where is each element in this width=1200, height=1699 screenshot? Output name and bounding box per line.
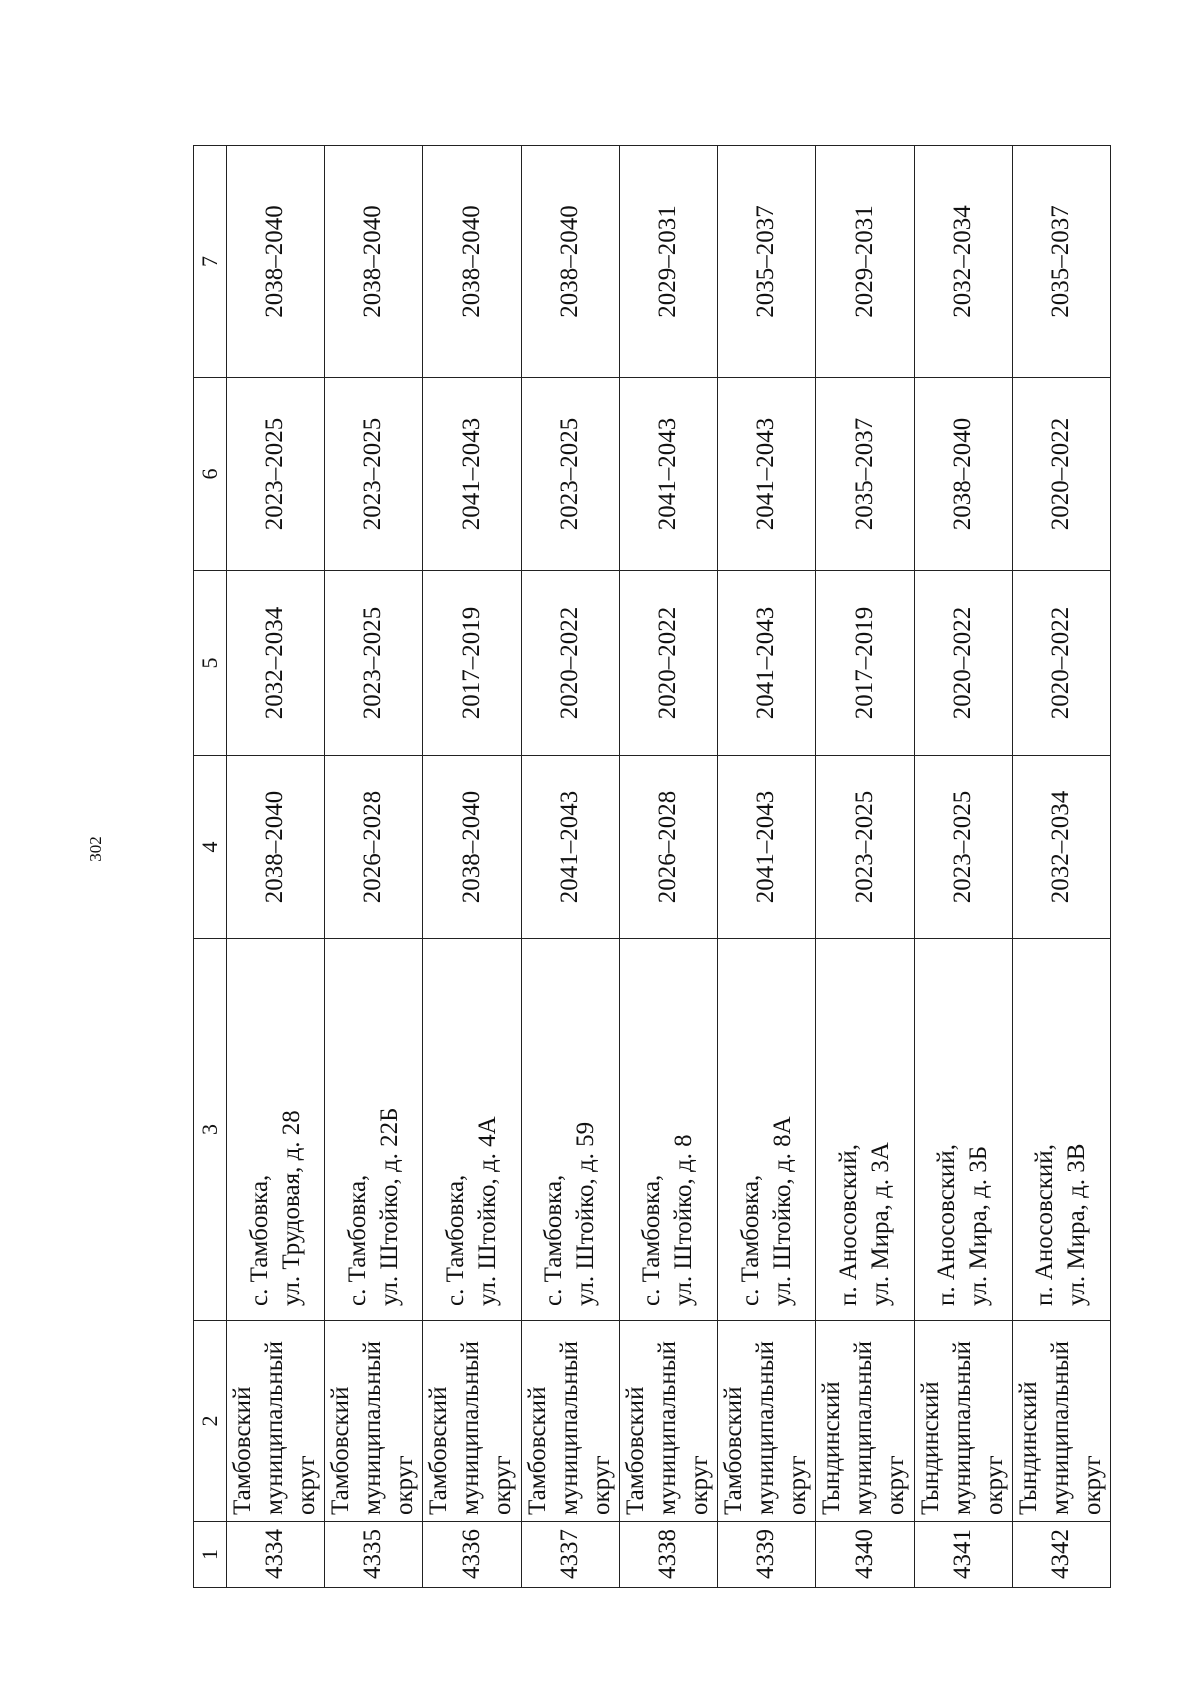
address-cell bbox=[227, 939, 325, 1321]
period-cell-col4: 2023–2025 bbox=[914, 756, 1012, 939]
column-header-1: 1 bbox=[194, 1522, 227, 1588]
district-line: Тамбовский bbox=[621, 1386, 649, 1515]
row-number-cell: 4339 bbox=[718, 1522, 816, 1588]
column-number-header-row bbox=[194, 146, 227, 1588]
district-cell bbox=[325, 1321, 423, 1522]
period-cell-col5: 2041–2043 bbox=[718, 571, 816, 756]
row-number-cell: 4337 bbox=[521, 1522, 619, 1588]
row-number-cell: 4341 bbox=[914, 1522, 1012, 1588]
period-cell-col6: 2023–2025 bbox=[325, 378, 423, 571]
address-line: с. Тамбовка, bbox=[736, 1174, 764, 1306]
address-line: с. Тамбовка, bbox=[442, 1174, 470, 1306]
district-line: Тамбовский bbox=[523, 1386, 551, 1515]
district-line: округ bbox=[391, 1455, 419, 1515]
table-row bbox=[521, 146, 619, 1588]
period-cell-col6: 2041–2043 bbox=[619, 378, 717, 571]
address-line: ул. Мира, д. 3В bbox=[1063, 1143, 1091, 1306]
table-row bbox=[619, 146, 717, 1588]
district-line: округ bbox=[784, 1455, 812, 1515]
district-line: муниципальный bbox=[457, 1341, 485, 1515]
address-cell bbox=[619, 939, 717, 1321]
district-line: округ bbox=[489, 1455, 517, 1515]
period-cell-col4: 2026–2028 bbox=[325, 756, 423, 939]
address-line: ул. Трудовая, д. 28 bbox=[277, 1110, 305, 1306]
column-header-3: 3 bbox=[194, 939, 227, 1321]
period-cell-col5: 2017–2019 bbox=[816, 571, 914, 756]
address-cell bbox=[914, 939, 1012, 1321]
period-cell-col4: 2026–2028 bbox=[619, 756, 717, 939]
period-cell-col7: 2038–2040 bbox=[423, 146, 521, 378]
district-line: округ bbox=[587, 1455, 615, 1515]
address-cell bbox=[423, 939, 521, 1321]
address-cell bbox=[816, 939, 914, 1321]
column-header-6: 6 bbox=[194, 378, 227, 571]
district-cell bbox=[1012, 1321, 1110, 1522]
table-row bbox=[423, 146, 521, 1588]
table-row bbox=[325, 146, 423, 1588]
address-line: п. Аносовский, bbox=[834, 1144, 862, 1306]
district-line: муниципальный bbox=[359, 1341, 387, 1515]
period-cell-col5: 2032–2034 bbox=[227, 571, 325, 756]
column-header-4: 4 bbox=[194, 756, 227, 939]
column-header-2: 2 bbox=[194, 1321, 227, 1522]
district-line: округ bbox=[1078, 1455, 1106, 1515]
address-cell bbox=[1012, 939, 1110, 1321]
period-cell-col6: 2023–2025 bbox=[521, 378, 619, 571]
document-table-rotated bbox=[193, 146, 1111, 1588]
period-cell-col7: 2029–2031 bbox=[619, 146, 717, 378]
district-line: округ bbox=[980, 1455, 1008, 1515]
period-cell-col7: 2038–2040 bbox=[227, 146, 325, 378]
period-cell-col7: 2038–2040 bbox=[325, 146, 423, 378]
table-row bbox=[227, 146, 325, 1588]
housing-repair-schedule-table bbox=[193, 145, 1111, 1588]
district-line: муниципальный bbox=[1046, 1341, 1074, 1515]
column-header-7: 7 bbox=[194, 146, 227, 378]
address-line: ул. Штойко, д. 59 bbox=[572, 1121, 600, 1306]
period-cell-col7: 2029–2031 bbox=[816, 146, 914, 378]
period-cell-col5: 2020–2022 bbox=[914, 571, 1012, 756]
table-row bbox=[1012, 146, 1110, 1588]
address-line: ул. Мира, д. 3А bbox=[866, 1142, 894, 1306]
row-number-cell: 4334 bbox=[227, 1522, 325, 1588]
period-cell-col6: 2041–2043 bbox=[718, 378, 816, 571]
district-line: Тындинский bbox=[818, 1381, 846, 1515]
period-cell-col4: 2038–2040 bbox=[423, 756, 521, 939]
address-line: с. Тамбовка, bbox=[638, 1174, 666, 1306]
district-line: Тамбовский bbox=[327, 1386, 355, 1515]
district-cell bbox=[914, 1321, 1012, 1522]
district-line: муниципальный bbox=[261, 1341, 288, 1515]
district-cell bbox=[619, 1321, 717, 1522]
district-line: Тамбовский bbox=[720, 1386, 748, 1515]
period-cell-col7: 2032–2034 bbox=[914, 146, 1012, 378]
period-cell-col4: 2038–2040 bbox=[227, 756, 325, 939]
table-row bbox=[816, 146, 914, 1588]
address-line: ул. Штойко, д. 8А bbox=[768, 1116, 796, 1306]
address-cell bbox=[521, 939, 619, 1321]
row-number-cell: 4340 bbox=[816, 1522, 914, 1588]
period-cell-col6: 2023–2025 bbox=[227, 378, 325, 571]
period-cell-col4: 2041–2043 bbox=[521, 756, 619, 939]
district-line: округ bbox=[882, 1455, 910, 1515]
district-cell bbox=[718, 1321, 816, 1522]
row-number-cell: 4338 bbox=[619, 1522, 717, 1588]
district-cell bbox=[227, 1321, 325, 1522]
address-line: ул. Штойко, д. 4А bbox=[474, 1116, 502, 1306]
period-cell-col7: 2035–2037 bbox=[718, 146, 816, 378]
district-line: Тамбовский bbox=[229, 1386, 256, 1515]
district-line: муниципальный bbox=[850, 1341, 878, 1515]
district-line: Тындинский bbox=[916, 1381, 944, 1515]
address-line: ул. Штойко, д. 22Б bbox=[375, 1107, 403, 1306]
district-line: округ bbox=[685, 1455, 713, 1515]
column-header-5: 5 bbox=[194, 571, 227, 756]
address-line: с. Тамбовка, bbox=[343, 1174, 371, 1306]
district-cell bbox=[521, 1321, 619, 1522]
period-cell-col5: 2023–2025 bbox=[325, 571, 423, 756]
period-cell-col6: 2020–2022 bbox=[1012, 378, 1110, 571]
address-cell bbox=[718, 939, 816, 1321]
district-line: Тамбовский bbox=[425, 1386, 453, 1515]
district-line: муниципальный bbox=[555, 1341, 583, 1515]
row-number-cell: 4336 bbox=[423, 1522, 521, 1588]
address-cell bbox=[325, 939, 423, 1321]
table-body bbox=[227, 146, 1111, 1588]
period-cell-col6: 2041–2043 bbox=[423, 378, 521, 571]
table-row bbox=[914, 146, 1012, 1588]
period-cell-col5: 2017–2019 bbox=[423, 571, 521, 756]
period-cell-col4: 2023–2025 bbox=[816, 756, 914, 939]
address-line: п. Аносовский, bbox=[1031, 1144, 1059, 1306]
address-line: ул. Штойко, д. 8 bbox=[670, 1134, 698, 1306]
table-row bbox=[718, 146, 816, 1588]
period-cell-col5: 2020–2022 bbox=[619, 571, 717, 756]
row-number-cell: 4335 bbox=[325, 1522, 423, 1588]
address-line: п. Аносовский, bbox=[933, 1144, 961, 1306]
district-cell bbox=[816, 1321, 914, 1522]
row-number-cell: 4342 bbox=[1012, 1522, 1110, 1588]
period-cell-col5: 2020–2022 bbox=[521, 571, 619, 756]
period-cell-col4: 2041–2043 bbox=[718, 756, 816, 939]
page-number: 302 bbox=[86, 836, 105, 862]
address-line: с. Тамбовка, bbox=[245, 1174, 273, 1306]
district-line: Тындинский bbox=[1014, 1381, 1042, 1515]
address-line: с. Тамбовка, bbox=[540, 1174, 568, 1306]
district-line: округ bbox=[293, 1455, 320, 1515]
period-cell-col4: 2032–2034 bbox=[1012, 756, 1110, 939]
period-cell-col5: 2020–2022 bbox=[1012, 571, 1110, 756]
district-line: муниципальный bbox=[653, 1341, 681, 1515]
period-cell-col6: 2038–2040 bbox=[914, 378, 1012, 571]
period-cell-col7: 2035–2037 bbox=[1012, 146, 1110, 378]
address-line: ул. Мира, д. 3Б bbox=[965, 1145, 993, 1306]
period-cell-col6: 2035–2037 bbox=[816, 378, 914, 571]
district-cell bbox=[423, 1321, 521, 1522]
district-line: муниципальный bbox=[948, 1341, 976, 1515]
period-cell-col7: 2038–2040 bbox=[521, 146, 619, 378]
district-line: муниципальный bbox=[752, 1341, 780, 1515]
